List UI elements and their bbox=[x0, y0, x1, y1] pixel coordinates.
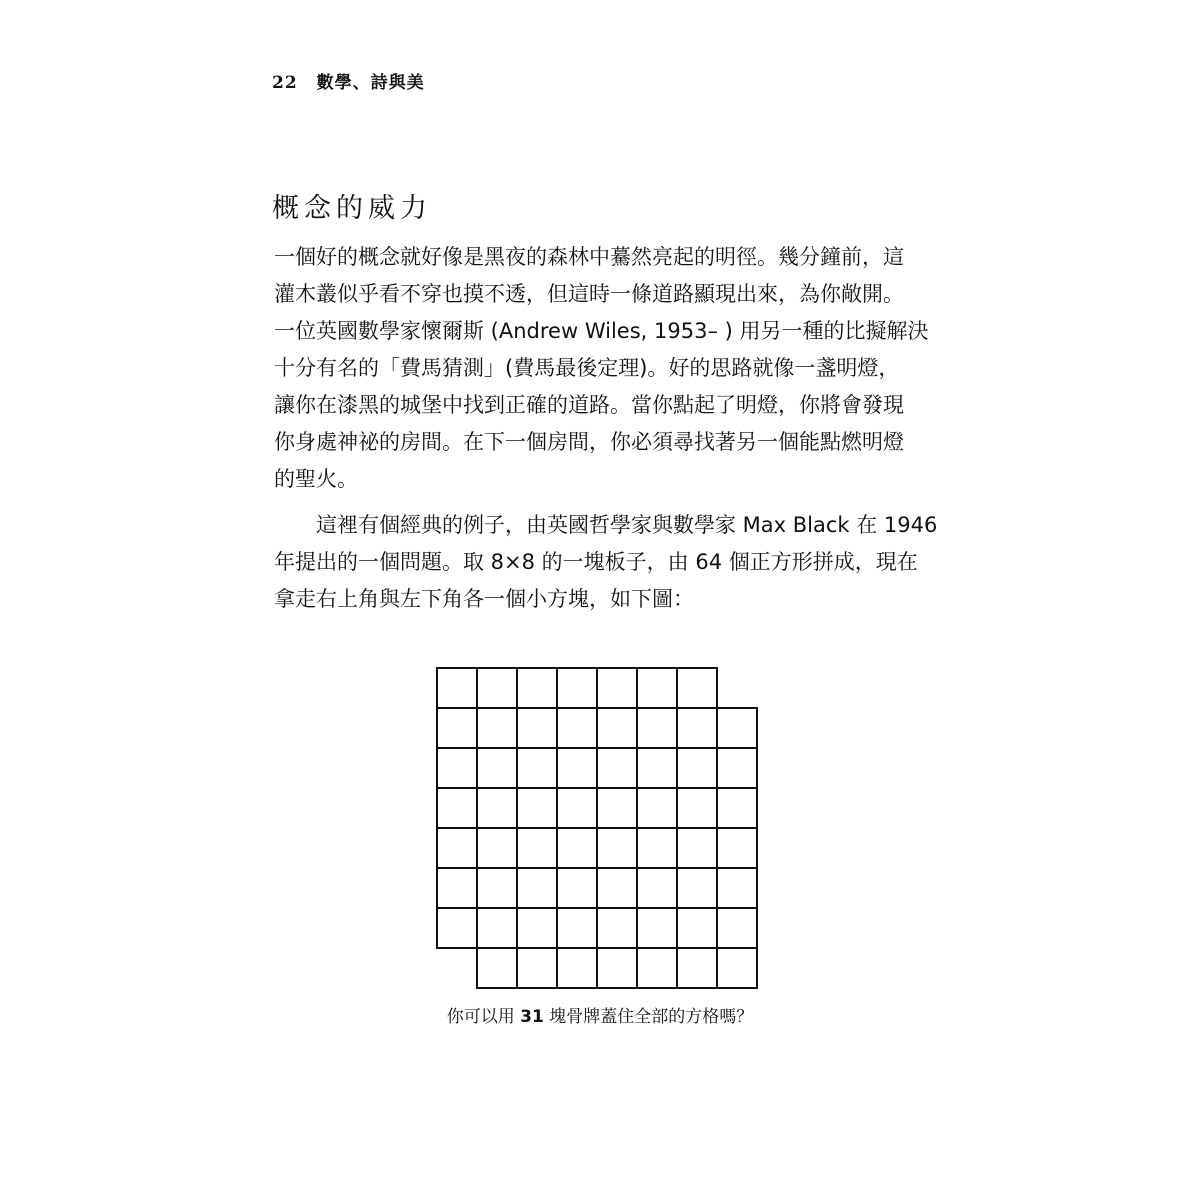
board-square bbox=[557, 828, 597, 868]
caption-number: 31 bbox=[520, 1007, 544, 1027]
board-square bbox=[597, 788, 637, 828]
board-square bbox=[517, 748, 557, 788]
board-square bbox=[437, 868, 477, 908]
board-square bbox=[517, 868, 557, 908]
paragraph-line: 年提出的一個問題。取 8×8 的一塊板子，由 64 個正方形拼成，現在 bbox=[274, 550, 918, 574]
paragraph-line: 一位英國數學家懷爾斯 (Andrew Wiles, 1953– ) 用另一種的比擬解決 bbox=[274, 319, 929, 343]
paragraph-line-text: 這裡有個經典的例子，由英國哲學家與數學家 Max Black 在 1946 bbox=[316, 513, 938, 537]
paragraph-line: 灌木叢似乎看不穿也摸不透，但這時一條道路顯現出來，為你敞開。 bbox=[274, 282, 904, 306]
board-square bbox=[557, 948, 597, 988]
board-square bbox=[437, 708, 477, 748]
paragraph-line: 你身處神祕的房間。在下一個房間，你必須尋找著另一個能點燃明燈 bbox=[274, 430, 904, 454]
board-square bbox=[557, 748, 597, 788]
paragraph-line bbox=[274, 507, 938, 544]
board-square bbox=[557, 908, 597, 948]
mutilated-chessboard-figure bbox=[435, 666, 759, 990]
board-square bbox=[677, 908, 717, 948]
board-square bbox=[597, 668, 637, 708]
board-square bbox=[677, 668, 717, 708]
board-square bbox=[597, 748, 637, 788]
board-square bbox=[517, 948, 557, 988]
board-square bbox=[477, 668, 517, 708]
board-square bbox=[637, 828, 677, 868]
paragraph-line: 十分有名的「費馬猜測」(費馬最後定理)。好的思路就像一盞明燈， bbox=[274, 356, 900, 380]
board-square bbox=[517, 908, 557, 948]
board-square bbox=[477, 828, 517, 868]
board-square bbox=[597, 948, 637, 988]
paragraph-line: 讓你在漆黑的城堡中找到正確的道路。當你點起了明燈，你將會發現 bbox=[274, 393, 904, 417]
board-square bbox=[557, 668, 597, 708]
board-square bbox=[557, 708, 597, 748]
board-square bbox=[517, 668, 557, 708]
paragraph-example bbox=[274, 507, 938, 618]
board-square bbox=[437, 828, 477, 868]
board-square bbox=[717, 868, 757, 908]
board-square bbox=[677, 708, 717, 748]
board-square bbox=[557, 788, 597, 828]
board-square bbox=[717, 828, 757, 868]
board-square bbox=[597, 708, 637, 748]
board-square bbox=[517, 788, 557, 828]
board-square bbox=[717, 748, 757, 788]
board-square bbox=[637, 948, 677, 988]
board-square bbox=[437, 908, 477, 948]
board-square bbox=[717, 708, 757, 748]
board-square bbox=[637, 708, 677, 748]
board-square bbox=[597, 868, 637, 908]
board-square bbox=[717, 948, 757, 988]
board-square bbox=[637, 868, 677, 908]
caption-text-before: 你可以用 bbox=[446, 1007, 521, 1027]
board-square bbox=[597, 908, 637, 948]
paragraph-line: 的聖火。 bbox=[274, 467, 358, 491]
page-number: 22 bbox=[272, 73, 298, 93]
board-square bbox=[437, 788, 477, 828]
paragraph-line: 一個好的概念就好像是黑夜的森林中驀然亮起的明徑。幾分鐘前，這 bbox=[274, 245, 904, 269]
figure-caption bbox=[420, 1002, 780, 1027]
running-header bbox=[272, 68, 425, 93]
paragraph-line: 拿走右上角與左下角各一個小方塊，如下圖： bbox=[274, 587, 694, 611]
board-square bbox=[677, 948, 717, 988]
board-square bbox=[437, 668, 477, 708]
board-square bbox=[477, 908, 517, 948]
board-square bbox=[677, 828, 717, 868]
board-square bbox=[637, 788, 677, 828]
board-square bbox=[477, 788, 517, 828]
paragraph-concept bbox=[274, 239, 929, 498]
board-square bbox=[677, 788, 717, 828]
board-square bbox=[637, 908, 677, 948]
board-square bbox=[517, 708, 557, 748]
board-square bbox=[677, 868, 717, 908]
board-square bbox=[597, 828, 637, 868]
board-square bbox=[477, 708, 517, 748]
board-square bbox=[477, 748, 517, 788]
board-square bbox=[717, 788, 757, 828]
board-square bbox=[437, 748, 477, 788]
section-title: 概念的威力 bbox=[272, 193, 432, 224]
board-square bbox=[477, 948, 517, 988]
board-square bbox=[477, 868, 517, 908]
board-square bbox=[637, 668, 677, 708]
board-square bbox=[557, 868, 597, 908]
board-square bbox=[677, 748, 717, 788]
board-square bbox=[517, 828, 557, 868]
board-square bbox=[637, 748, 677, 788]
book-title: 數學、詩與美 bbox=[316, 73, 425, 93]
caption-text-after: 塊骨牌蓋住全部的方格嗎？ bbox=[543, 1007, 754, 1027]
board-square bbox=[717, 908, 757, 948]
